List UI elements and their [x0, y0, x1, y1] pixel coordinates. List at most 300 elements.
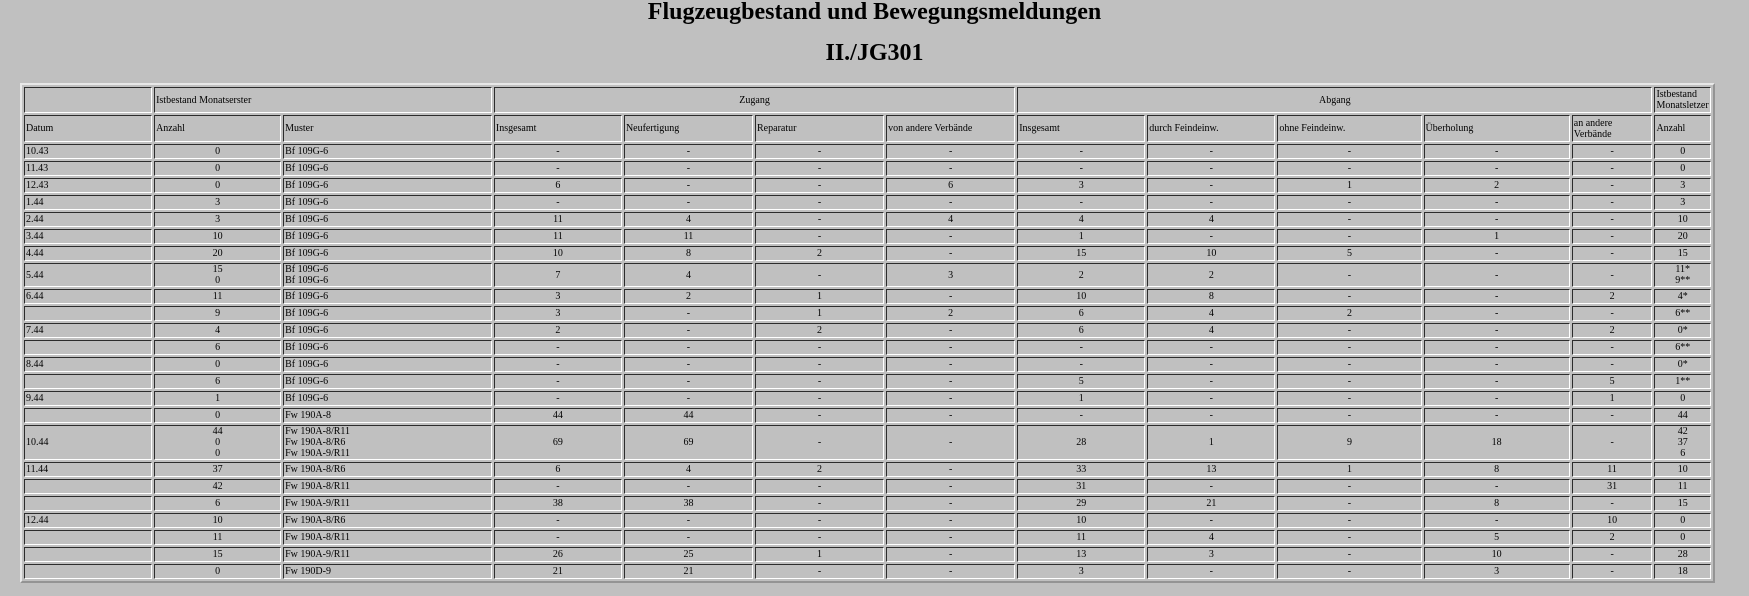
table-cell: -: [1572, 357, 1653, 372]
table-cell: -: [1424, 391, 1570, 406]
table-cell: 10: [154, 229, 281, 244]
table-row: [24, 513, 1711, 528]
table-cell: 1: [755, 289, 884, 304]
table-cell: -: [1147, 144, 1275, 159]
table-cell: -: [1277, 212, 1421, 227]
table-cell: -: [886, 564, 1015, 579]
table-cell: 69: [624, 425, 753, 460]
table-cell: 2: [1277, 306, 1421, 321]
col-header-ohne-feindeinw: ohne Feindeinw.: [1277, 115, 1421, 142]
table-cell: 1: [1147, 425, 1275, 460]
table-cell: 5: [1277, 246, 1421, 261]
table-cell: 6: [886, 178, 1015, 193]
table-cell: 11: [624, 229, 753, 244]
table-cell: -: [886, 289, 1015, 304]
table-cell: 3: [494, 306, 622, 321]
table-cell: 11.44: [24, 462, 152, 477]
table-cell: -: [886, 246, 1015, 261]
table-row: [24, 530, 1711, 545]
table-cell: -: [886, 229, 1015, 244]
table-cell: -: [886, 530, 1015, 545]
table-cell: -: [1572, 246, 1653, 261]
header-istbestand-letzer: Istbestand Monatsletzer: [1654, 87, 1711, 113]
table-cell: 4: [154, 323, 281, 338]
table-cell: Fw 190A-8/R6: [283, 513, 492, 528]
table-cell: 0: [154, 178, 281, 193]
table-cell: [24, 374, 152, 389]
table-cell: 21: [1147, 496, 1275, 511]
table-cell: 3: [1424, 564, 1570, 579]
col-header-muster: Muster: [283, 115, 492, 142]
table-cell: 38: [624, 496, 753, 511]
table-row: [24, 289, 1711, 304]
table-cell: Bf 109G-6: [283, 161, 492, 176]
table-cell: -: [1017, 195, 1145, 210]
table-row: [24, 496, 1711, 511]
table-cell: 1: [1017, 391, 1145, 406]
table-cell: 0: [1654, 513, 1711, 528]
table-cell: -: [1424, 357, 1570, 372]
table-cell: -: [1147, 391, 1275, 406]
table-cell: 0*: [1654, 357, 1711, 372]
table-cell: -: [755, 374, 884, 389]
table-cell: 0: [1654, 530, 1711, 545]
table-cell: -: [494, 374, 622, 389]
table-cell: -: [1277, 530, 1421, 545]
table-cell: -: [886, 195, 1015, 210]
table-cell: 5: [1424, 530, 1570, 545]
table-cell: 2: [1572, 323, 1653, 338]
table-cell: -: [886, 496, 1015, 511]
table-cell: -: [1277, 340, 1421, 355]
table-cell: -: [1147, 340, 1275, 355]
table-cell: 18: [1424, 425, 1570, 460]
table-cell: 8: [1424, 462, 1570, 477]
table-cell: -: [1572, 564, 1653, 579]
table-cell: 0: [1654, 391, 1711, 406]
table-cell: 0: [1654, 144, 1711, 159]
table-cell: 5: [1017, 374, 1145, 389]
table-cell: -: [886, 513, 1015, 528]
table-cell: [24, 479, 152, 494]
table-cell: -: [624, 195, 753, 210]
table-cell: -: [624, 306, 753, 321]
table-cell: 0: [154, 357, 281, 372]
col-header-von-andere-verbaende: von andere Verbände: [886, 115, 1015, 142]
table-cell: -: [1424, 374, 1570, 389]
table-cell: -: [1277, 229, 1421, 244]
table-cell: -: [755, 530, 884, 545]
table-cell: 4.44: [24, 246, 152, 261]
table-cell: 10: [1424, 547, 1570, 562]
table-cell: 10: [494, 246, 622, 261]
table-cell: 10: [1654, 212, 1711, 227]
table-cell: 38: [494, 496, 622, 511]
table-cell: 2: [1017, 263, 1145, 287]
table-cell: -: [494, 513, 622, 528]
table-cell: [24, 340, 152, 355]
table-cell: -: [1277, 374, 1421, 389]
table-cell: -: [1572, 161, 1653, 176]
table-cell: 10: [1017, 289, 1145, 304]
table-cell: -: [624, 391, 753, 406]
table-cell: 28: [1654, 547, 1711, 562]
table-cell: 44 0 0: [154, 425, 281, 460]
table-cell: 31: [1017, 479, 1145, 494]
table-cell: 15: [1654, 496, 1711, 511]
table-cell: -: [1424, 340, 1570, 355]
table-cell: 15: [1017, 246, 1145, 261]
table-cell: 10: [1654, 462, 1711, 477]
table-cell: -: [1572, 547, 1653, 562]
table-cell: -: [494, 144, 622, 159]
col-header-datum: Datum: [24, 115, 152, 142]
table-cell: 1: [1277, 462, 1421, 477]
table-cell: -: [886, 161, 1015, 176]
table-cell: 21: [494, 564, 622, 579]
inventory-table: [20, 83, 1715, 583]
table-row: [24, 547, 1711, 562]
col-header-anzahl: Anzahl: [154, 115, 281, 142]
table-cell: 4: [1147, 323, 1275, 338]
table-cell: Fw 190A-9/R11: [283, 547, 492, 562]
table-cell: 1.44: [24, 195, 152, 210]
table-cell: 6**: [1654, 340, 1711, 355]
table-cell: -: [1572, 195, 1653, 210]
table-cell: -: [1424, 513, 1570, 528]
table-cell: 6: [494, 178, 622, 193]
table-row: [24, 195, 1711, 210]
table-cell: 8: [1147, 289, 1275, 304]
table-cell: 3: [886, 263, 1015, 287]
table-cell: 2: [886, 306, 1015, 321]
table-cell: 42: [154, 479, 281, 494]
table-cell: Bf 109G-6: [283, 178, 492, 193]
table-cell: -: [624, 178, 753, 193]
table-cell: 6: [494, 462, 622, 477]
table-cell: 11: [154, 530, 281, 545]
table-cell: 13: [1147, 462, 1275, 477]
table-cell: -: [886, 462, 1015, 477]
table-row: [24, 323, 1711, 338]
table-cell: 9: [1277, 425, 1421, 460]
table-cell: 33: [1017, 462, 1145, 477]
table-row: [24, 374, 1711, 389]
table-cell: 3.44: [24, 229, 152, 244]
table-cell: -: [1424, 246, 1570, 261]
table-cell: -: [624, 479, 753, 494]
table-cell: -: [1017, 357, 1145, 372]
table-cell: 31: [1572, 479, 1653, 494]
table-cell: 0: [154, 144, 281, 159]
table-cell: 15: [1654, 246, 1711, 261]
col-header-neufertigung: Neufertigung: [624, 115, 753, 142]
table-cell: -: [755, 513, 884, 528]
table-cell: -: [1277, 323, 1421, 338]
table-cell: 10: [154, 513, 281, 528]
table-cell: 0: [1654, 161, 1711, 176]
table-row: [24, 479, 1711, 494]
table-cell: -: [755, 178, 884, 193]
table-cell: Bf 109G-6: [283, 357, 492, 372]
table-cell: -: [1572, 229, 1653, 244]
table-cell: 44: [624, 408, 753, 423]
table-cell: -: [494, 479, 622, 494]
table-row: [24, 425, 1711, 460]
table-cell: -: [624, 530, 753, 545]
table-cell: 0: [154, 564, 281, 579]
col-header-anzahl-letzer: Anzahl: [1654, 115, 1711, 142]
table-cell: -: [494, 357, 622, 372]
table-row: [24, 263, 1711, 287]
table-cell: Bf 109G-6: [283, 229, 492, 244]
table-row: [24, 462, 1711, 477]
table-row: [24, 340, 1711, 355]
table-cell: -: [1277, 479, 1421, 494]
table-cell: -: [1424, 212, 1570, 227]
table-cell: -: [1572, 496, 1653, 511]
table-cell: Bf 109G-6: [283, 306, 492, 321]
table-cell: 11: [154, 289, 281, 304]
table-cell: Fw 190A-8/R11: [283, 530, 492, 545]
table-cell: -: [1424, 479, 1570, 494]
table-cell: -: [1424, 161, 1570, 176]
table-cell: 5.44: [24, 263, 152, 287]
table-cell: 4: [624, 212, 753, 227]
table-cell: -: [1147, 564, 1275, 579]
table-cell: -: [886, 323, 1015, 338]
table-row: [24, 178, 1711, 193]
table-cell: -: [1277, 496, 1421, 511]
table-cell: 18: [1654, 564, 1711, 579]
table-cell: 13: [1017, 547, 1145, 562]
table-cell: Bf 109G-6: [283, 340, 492, 355]
table-cell: 7: [494, 263, 622, 287]
table-cell: 3: [154, 212, 281, 227]
table-cell: [24, 408, 152, 423]
table-cell: 44: [1654, 408, 1711, 423]
table-cell: -: [624, 513, 753, 528]
table-cell: [24, 547, 152, 562]
table-cell: -: [755, 496, 884, 511]
table-cell: 4: [624, 263, 753, 287]
table-cell: 2.44: [24, 212, 152, 227]
table-cell: 2: [1147, 263, 1275, 287]
table-cell: -: [1424, 263, 1570, 287]
table-cell: 1: [1277, 178, 1421, 193]
table-cell: 29: [1017, 496, 1145, 511]
table-cell: -: [886, 425, 1015, 460]
table-cell: -: [1424, 408, 1570, 423]
table-cell: 2: [494, 323, 622, 338]
table-cell: 6: [154, 374, 281, 389]
table-cell: -: [1147, 479, 1275, 494]
table-cell: 3: [154, 195, 281, 210]
table-row: [24, 246, 1711, 261]
table-cell: -: [755, 195, 884, 210]
table-cell: -: [755, 212, 884, 227]
table-cell: 1: [755, 547, 884, 562]
header-istbestand-erster: Istbestand Monatserster: [154, 87, 492, 113]
table-cell: Fw 190A-8/R11: [283, 479, 492, 494]
table-cell: -: [494, 391, 622, 406]
table-cell: 12.43: [24, 178, 152, 193]
table-container: [20, 83, 1715, 583]
table-cell: -: [1572, 263, 1653, 287]
table-cell: 8: [1424, 496, 1570, 511]
col-header-reparatur: Reparatur: [755, 115, 884, 142]
table-cell: 26: [494, 547, 622, 562]
table-cell: -: [886, 408, 1015, 423]
table-cell: 0: [154, 408, 281, 423]
col-header-an-andere-verbaende: an andere Verbände: [1572, 115, 1653, 142]
table-cell: -: [755, 564, 884, 579]
table-cell: -: [1277, 513, 1421, 528]
col-header-ueberholung: Überholung: [1424, 115, 1570, 142]
table-cell: 1: [1017, 229, 1145, 244]
table-cell: Fw 190A-8/R6: [283, 462, 492, 477]
table-row: [24, 357, 1711, 372]
table-cell: 11: [494, 229, 622, 244]
table-cell: 10: [1147, 246, 1275, 261]
table-cell: 42 37 6: [1654, 425, 1711, 460]
col-header-durch-feindeinw: durch Feindeinw.: [1147, 115, 1275, 142]
table-cell: Fw 190A-9/R11: [283, 496, 492, 511]
table-cell: -: [1572, 178, 1653, 193]
table-cell: -: [1147, 229, 1275, 244]
table-cell: 6: [1017, 323, 1145, 338]
table-cell: 5: [1572, 374, 1653, 389]
header-zugang: Zugang: [494, 87, 1015, 113]
table-cell: -: [1572, 306, 1653, 321]
table-cell: -: [1147, 513, 1275, 528]
table-cell: -: [1424, 323, 1570, 338]
table-cell: Bf 109G-6: [283, 246, 492, 261]
table-cell: -: [1424, 289, 1570, 304]
table-cell: -: [1277, 144, 1421, 159]
header-abgang: Abgang: [1017, 87, 1652, 113]
table-cell: 11: [1572, 462, 1653, 477]
table-cell: 10: [1572, 513, 1653, 528]
table-cell: 1: [755, 306, 884, 321]
table-cell: -: [1424, 195, 1570, 210]
table-cell: [24, 564, 152, 579]
table-cell: -: [755, 408, 884, 423]
table-cell: -: [1572, 212, 1653, 227]
table-cell: 12.44: [24, 513, 152, 528]
table-cell: -: [1147, 195, 1275, 210]
table-cell: 4: [624, 462, 753, 477]
table-cell: -: [886, 357, 1015, 372]
col-header-zugang-insgesamt: Insgesamt: [494, 115, 622, 142]
table-cell: 2: [1572, 530, 1653, 545]
table-cell: 0*: [1654, 323, 1711, 338]
table-cell: -: [886, 479, 1015, 494]
table-cell: 2: [1572, 289, 1653, 304]
table-cell: 11* 9**: [1654, 263, 1711, 287]
table-cell: 20: [1654, 229, 1711, 244]
table-cell: [24, 496, 152, 511]
page-title: Flugzeugbestand und Bewegungsmeldungen: [647, 0, 1102, 25]
table-cell: -: [494, 195, 622, 210]
table-cell: 1**: [1654, 374, 1711, 389]
table-cell: -: [755, 161, 884, 176]
table-cell: [24, 306, 152, 321]
table-row: [24, 161, 1711, 176]
table-cell: -: [624, 323, 753, 338]
table-cell: 1: [1424, 229, 1570, 244]
table-cell: [24, 530, 152, 545]
table-cell: -: [1017, 161, 1145, 176]
table-cell: 3: [1654, 195, 1711, 210]
table-cell: 21: [624, 564, 753, 579]
table-cell: 11: [494, 212, 622, 227]
table-cell: 6: [1017, 306, 1145, 321]
table-cell: -: [1017, 144, 1145, 159]
table-cell: 1: [154, 391, 281, 406]
table-cell: 2: [755, 246, 884, 261]
table-cell: -: [1277, 289, 1421, 304]
table-cell: 2: [755, 323, 884, 338]
table-cell: -: [755, 357, 884, 372]
table-cell: -: [1424, 144, 1570, 159]
table-cell: 69: [494, 425, 622, 460]
table-cell: -: [494, 161, 622, 176]
table-cell: -: [624, 374, 753, 389]
table-cell: -: [494, 530, 622, 545]
table-cell: 6: [154, 496, 281, 511]
table-cell: 6.44: [24, 289, 152, 304]
table-cell: -: [1277, 408, 1421, 423]
table-cell: -: [1277, 391, 1421, 406]
table-cell: -: [886, 374, 1015, 389]
header-column-row: [24, 115, 1711, 142]
table-cell: 2: [755, 462, 884, 477]
table-cell: 15 0: [154, 263, 281, 287]
table-cell: 8.44: [24, 357, 152, 372]
table-cell: 15: [154, 547, 281, 562]
page-subtitle: II./JG301: [825, 40, 924, 66]
table-cell: 4: [1147, 212, 1275, 227]
table-cell: -: [624, 357, 753, 372]
table-cell: Bf 109G-6: [283, 195, 492, 210]
table-cell: 9: [154, 306, 281, 321]
table-cell: 2: [1424, 178, 1570, 193]
table-cell: -: [1017, 340, 1145, 355]
table-cell: Fw 190A-8/R11 Fw 190A-8/R6 Fw 190A-9/R11: [283, 425, 492, 460]
table-cell: 37: [154, 462, 281, 477]
table-cell: Fw 190D-9: [283, 564, 492, 579]
table-cell: -: [1572, 408, 1653, 423]
table-cell: -: [886, 144, 1015, 159]
table-cell: 10.44: [24, 425, 152, 460]
table-row: [24, 306, 1711, 321]
table-cell: Bf 109G-6: [283, 212, 492, 227]
table-cell: 28: [1017, 425, 1145, 460]
table-cell: -: [886, 340, 1015, 355]
table-cell: -: [1147, 357, 1275, 372]
table-cell: 6**: [1654, 306, 1711, 321]
table-cell: 4: [1017, 212, 1145, 227]
table-cell: -: [1277, 357, 1421, 372]
table-cell: -: [755, 229, 884, 244]
table-cell: -: [1277, 263, 1421, 287]
table-cell: -: [1147, 408, 1275, 423]
table-cell: Bf 109G-6 Bf 109G-6: [283, 263, 492, 287]
table-cell: 8: [624, 246, 753, 261]
col-header-abgang-insgesamt: Insgesamt: [1017, 115, 1145, 142]
table-cell: 4: [886, 212, 1015, 227]
